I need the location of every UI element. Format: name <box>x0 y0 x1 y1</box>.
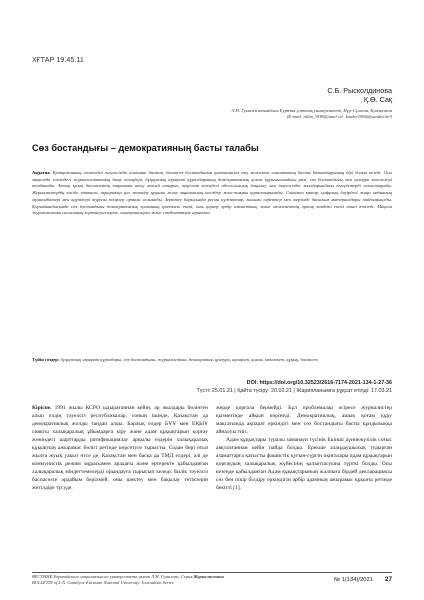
doi-link[interactable]: DOI: https://doi.org/10.32523/2616-7174-2021-134-1-27-36 <box>246 380 392 386</box>
body-paragraph: жерде қорғала бермейді. Бұл проблемалар әсіресе журналистер қызметінде айқын көрінеді. Демократиялық, ашық қоғам құру мақсатында ақпарат еркіндігі мен сөз бостандығы басты құндылыққа айналуы тиіс. <box>216 405 392 435</box>
issue-number: № 1(134)/2021 <box>333 577 373 583</box>
keywords <box>32 357 392 364</box>
publication-dates: Түсті: 25.01.21 | Қайта түсіру: 20.02.21 | Жарияланымға рұқсат етілді: 17.03.21 <box>196 388 392 394</box>
keywords-label: Түйін сөздер: <box>32 357 60 362</box>
journal-name-prefix: ВЕСТНИК Евразийского национального университета имени Л.Н. Гумилева. Серия <box>32 574 194 579</box>
body-column-right <box>216 405 392 492</box>
journal-name-en: BULLETIN of L.N. Gumilyov Eurasian National University. Journalism Series <box>32 580 174 586</box>
author-block <box>92 86 392 104</box>
affiliation-institution: Л.Н. Гумилев атындағы Еуразия ұлттық университеті, Нұр-Сұлтан, Қазақстан <box>231 108 392 113</box>
body-column-left <box>32 405 208 492</box>
footer-divider <box>32 572 392 573</box>
author-name: Қ.Ө. Сақ <box>363 95 392 104</box>
section-heading-introduction: Кіріспе. <box>32 405 52 411</box>
body-text: 1991 жылы КСРО ыдырағаннан кейін, әр жылдары бөлінген алып елдің тәуелсіз республикалар, соның ішінде, Қазақстан да демократиялық жолды таңдап алды. Барлық елдер БҰҰ мен ЕҚЫҰ сияқты халықаралық ұйымдарға кіру және адам құқықтарын қорғау жөніндегі шарттарды ратификациялау арқылы өздерін халықаралық құқықтың ажырамас бөлігі ретінде көрсетуге тырысты. Содан бері отыз жылға жуық уақыт өтсе де, Қазақстан мен басқа да ТМД елдері, әлі де коммунистік режим мұрасымен арадағы және ертеректе қабылданған халықаралық міндеттемелерді орындауға тырысып келеді. Билік тәуелсіз баспасөзге әрдайым берілмей, оны шектеу мен бақылау тетіктерін жетілдіре түсуде. <box>32 405 208 491</box>
body-paragraph <box>32 405 208 492</box>
article-title: Сөз бостандығы – демократияның басты талабы <box>32 143 259 153</box>
abstract-label: Аңдатпа. <box>32 170 51 175</box>
journal-series: Журналистика <box>193 574 224 579</box>
issue-info <box>334 576 392 583</box>
journal-footer <box>32 574 312 586</box>
affiliation <box>62 108 392 120</box>
affiliation-email: (E-mail: aliba_9189@mail.ru¹, kaukei1966@yandex.kz²) <box>286 114 392 120</box>
abstract <box>32 170 392 217</box>
keywords-text: бұқаралық ақпарат құралдары, сөз бостандығы, журналистика, демократия, цензура, ақпарат, қоғам, мемлекет, құқық, баспасөз. <box>60 357 319 362</box>
body-paragraph: Адам құқықтары туралы заманауи түсінік Екінші дүниежүзілік соғыс аяқталғаннан кейін пайда болды. Ерекше алаңдаушылық тудырған азаматтарға қатысты фашистік қуғын-сүргін оқиғалары адам құқықтарын қорғаудың халықаралық жүйесінің қалыптасуына түрткі болды. Осы кезеңде қабылданған Адам құқықтарының жалпыға бірдей декларациясы сөз бен пікір білдіру еркіндігін әрбір адамның ажырамас құқығы ретінде бекітті [1]. <box>216 436 392 491</box>
abstract-text: Қазақстанның егемендігі тәуелсіздік алғаннан бастап, баспасөз бостандығын қамтамасыз ету мемлекет саясатының басты бағыттарының бірі болып келеді. Осы мақалада еліміздегі журналистиканың даму кезеңдері, бұқаралық ақпарат құралдарының демократиялық қоғам құрылысындағы рөлі, сөз бостандығы мен цензура мәселелері талданады. Автор қазақ баспасөзінің тарихына шолу жасай отырып, кеңестік кезеңдегі идеологиялық бақылау мен тәуелсіздік жылдарындағы өзгерістерді салыстырады. Журналистердің кәсіби этикасы, ақпаратқа қол жеткізу құқығы және заңнамалық негіздер жан-жақты қарастырылады. Сонымен қатар, цифрлық дәуірдегі жаңа медианың мүмкіндіктері мен қауіптері туралы пікірлер ортаға салынады. Зерттеу барысында ресми құжаттар, ғылыми еңбектер мен мерзімді басылым материалдары пайдаланылды. Қорытындысында сөз бостандығы демократиялық қоғамның іргетасы екені, оны қорғау әрбір азаматтың және мемлекеттің ортақ міндеті екені атап өтіледі. Мақала журналистика саласының зерттеушілеріне, оқытушыларға және студенттерге арналған. <box>32 170 393 216</box>
page-number: 27 <box>384 576 392 583</box>
subject-code: ХҒТАР 19.45.11 <box>32 57 84 64</box>
author-name: С.Б. Рысколдинова <box>327 86 392 95</box>
